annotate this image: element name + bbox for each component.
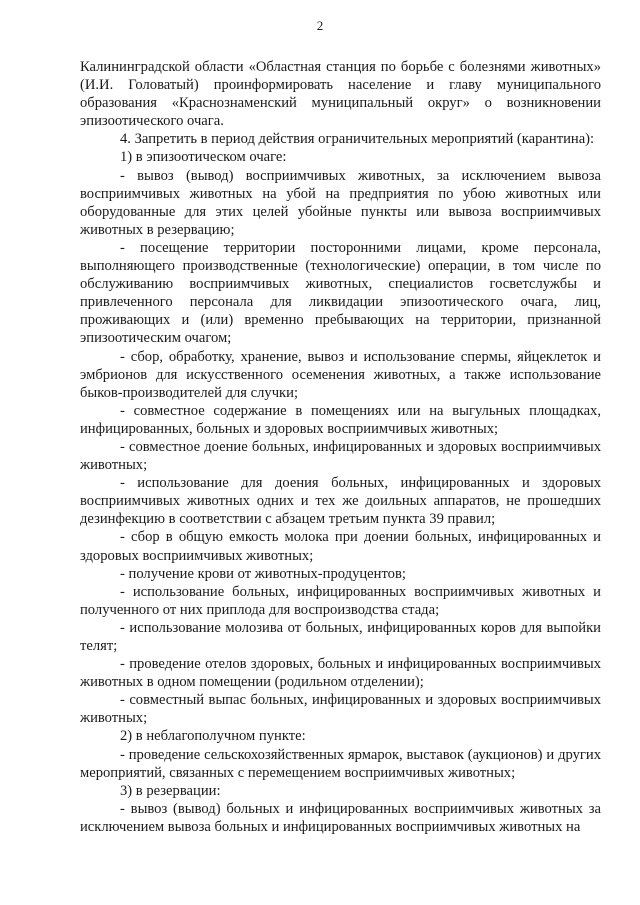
paragraph: - получение крови от животных-продуцентов; — [120, 565, 406, 582]
paragraph: - проведение отелов здоровых, больных и инфицированных восприимчивых животных в одном помещении (родильном отделении); — [80, 656, 601, 691]
paragraph: - совместное доение больных, инфицированных и здоровых восприимчивых животных; — [80, 438, 601, 474]
paragraph: - совместное содержание в помещениях или на выгульных площадках, инфицированных, больных и здоровых восприимчивых животных; — [80, 402, 601, 437]
page-number: 2 — [316, 18, 324, 33]
paragraph: - использование молозива от больных, инфицированных коров для выпойки телят; — [80, 619, 601, 654]
paragraph: - совместный выпас больных, инфицированных и здоровых восприимчивых животных; — [80, 692, 601, 727]
paragraph: 1) в эпизоотическом очаге: — [120, 149, 287, 166]
paragraph: - проведение сельскохозяйственных ярмарок, выставок (аукционов) и других мероприятий, связанных с перемещением восприимчивых животных; — [80, 746, 601, 781]
paragraph: - посещение территории посторонними лицами, кроме персонала, выполняющего производственные (технологические) операции, в том числе по обслуживанию восприимчивых животных, специалистов госветслужбы и привлеченного персонала для ликвидации эпизоотического очага, лиц, проживающих и (или) временно пребывающих на территории, признанной эпизоотическим очагом; — [80, 239, 601, 347]
document-body — [80, 58, 601, 836]
paragraph: - сбор в общую емкость молока при доении больных, инфицированных и здоровых восприимчивых животных; — [80, 529, 601, 564]
paragraph: - сбор, обработку, хранение, вывоз и использование спермы, яйцеклеток и эмбрионов для искусственного осеменения животных, а также использование быков-производителей для случки; — [80, 348, 601, 401]
paragraph: 3) в резервации: — [120, 782, 221, 799]
paragraph: - использование для доения больных, инфицированных и здоровых восприимчивых животных одних и тех же доильных аппаратов, не прошедших дезинфекцию в соответствии с абзацем третьим пункта 39 правил; — [80, 475, 601, 528]
paragraph: Калининградской области «Областная станция по борьбе с болезнями животных» (И.И. Головатый) проинформировать население и главу муниципального образования «Краснознаменский муниципальный округ» о возникновении эпизоотического очага. — [80, 59, 601, 130]
paragraph: 2) в неблагополучном пункте: — [120, 728, 306, 745]
paragraph: 4. Запретить в период действия ограничительных мероприятий (карантина): — [120, 131, 595, 148]
paragraph: - использование больных, инфицированных восприимчивых животных и полученного от них приплода для воспроизводства стада; — [80, 583, 601, 618]
paragraph: - вывоз (вывод) восприимчивых животных, за исключением вывоза восприимчивых животных на убой на предприятия по убою животных или оборудованные для этих целей убойные пункты или вывоза восприимчивых животных в резервацию; — [80, 167, 601, 238]
paragraph: - вывоз (вывод) больных и инфицированных восприимчивых животных за исключением вывоза больных и инфицированных восприимчивых животных на — [80, 800, 601, 835]
